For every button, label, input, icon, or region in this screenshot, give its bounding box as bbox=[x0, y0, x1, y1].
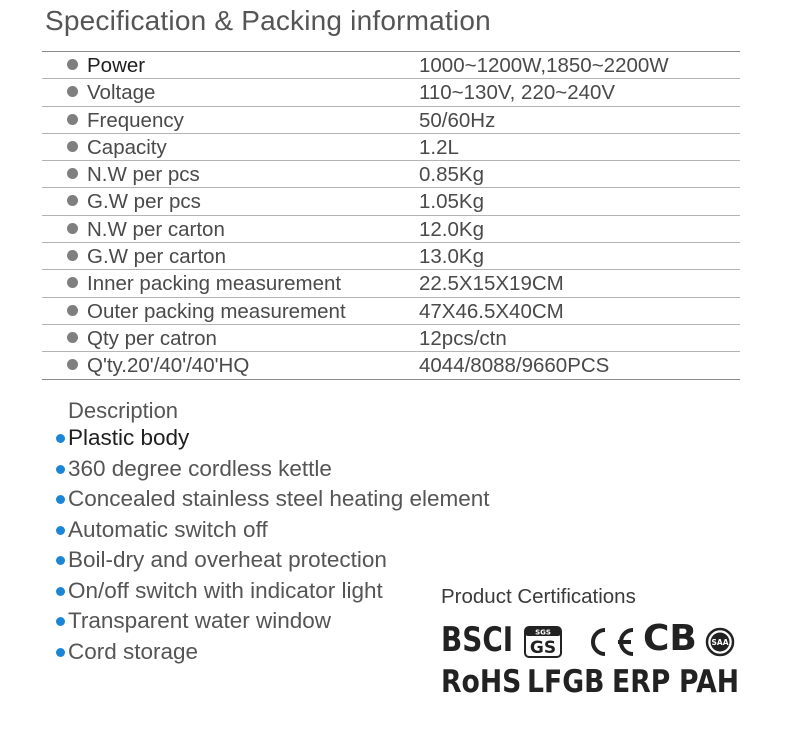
bullet-icon bbox=[67, 305, 78, 316]
spec-value: 47X46.5X40CM bbox=[419, 299, 564, 323]
spec-row-nw-per-pcs bbox=[42, 161, 740, 188]
page-title: Specification & Packing information bbox=[45, 5, 491, 36]
lfgb-logo: LFGB bbox=[527, 664, 605, 700]
spec-row-container-qty bbox=[42, 352, 740, 378]
bullet-icon bbox=[67, 114, 78, 125]
bullet-icon bbox=[56, 617, 65, 626]
bullet-icon bbox=[67, 250, 78, 261]
spec-row-frequency bbox=[42, 107, 740, 134]
list-item-label: Plastic body bbox=[68, 425, 190, 450]
bullet-icon bbox=[56, 465, 65, 474]
saa-mark-icon bbox=[705, 627, 735, 657]
bullet-icon bbox=[67, 359, 78, 370]
pah-logo: PAH bbox=[679, 664, 740, 700]
spec-value: 4044/8088/9660PCS bbox=[419, 354, 610, 378]
list-item-label: Cord storage bbox=[68, 638, 199, 664]
gs-text: GS bbox=[529, 638, 557, 658]
list-item-label: 360 degree cordless kettle bbox=[68, 455, 332, 481]
bullet-icon bbox=[67, 86, 78, 97]
spec-row-gw-per-pcs bbox=[42, 188, 740, 215]
spec-row-inner-packing bbox=[42, 270, 740, 297]
spec-label: N.W per carton bbox=[87, 217, 225, 241]
bullet-icon bbox=[56, 434, 65, 443]
description-heading: Description bbox=[68, 398, 179, 423]
spec-label: G.W per carton bbox=[87, 245, 226, 269]
list-item bbox=[54, 606, 490, 637]
list-item bbox=[54, 545, 490, 576]
spec-row-capacity bbox=[42, 134, 740, 161]
spec-value: 12.0Kg bbox=[419, 217, 484, 241]
list-item-label: Transparent water window bbox=[68, 608, 332, 633]
spec-value: 50/60Hz bbox=[419, 108, 496, 132]
bullet-icon bbox=[56, 556, 65, 565]
bullet-icon bbox=[67, 277, 78, 288]
spec-value: 1.05Kg bbox=[419, 190, 484, 214]
list-item bbox=[54, 637, 490, 668]
list-item bbox=[54, 515, 490, 546]
bullet-icon bbox=[56, 526, 65, 535]
spec-row-outer-packing bbox=[42, 298, 740, 325]
rohs-logo: RoHS bbox=[441, 664, 522, 700]
spec-label: Outer packing measurement bbox=[87, 299, 346, 323]
spec-row-gw-per-carton bbox=[42, 243, 740, 270]
list-item bbox=[54, 423, 490, 454]
spec-label: N.W per pcs bbox=[87, 163, 200, 187]
spec-label: Q'ty.20'/40'/40'HQ bbox=[87, 354, 250, 378]
erp-logo: ERP bbox=[612, 664, 671, 700]
list-item bbox=[54, 576, 490, 607]
bullet-icon bbox=[67, 168, 78, 179]
spec-value: 1.2L bbox=[419, 135, 459, 159]
ce-mark-icon bbox=[583, 626, 637, 658]
spec-label: Inner packing measurement bbox=[87, 272, 342, 296]
bullet-icon bbox=[56, 587, 65, 596]
spec-row-nw-per-carton bbox=[42, 216, 740, 243]
certifications-heading: Product Certifications bbox=[441, 585, 636, 608]
spec-value: 12pcs/ctn bbox=[419, 326, 507, 350]
spec-label: Qty per catron bbox=[87, 326, 217, 350]
spec-label: Capacity bbox=[87, 135, 167, 159]
list-item-label: Boil-dry and overheat protection bbox=[68, 547, 387, 572]
spec-table bbox=[42, 51, 740, 380]
spec-value: 0.85Kg bbox=[419, 163, 484, 187]
spec-value: 22.5X15X19CM bbox=[419, 272, 564, 296]
list-item bbox=[54, 484, 490, 515]
bullet-icon bbox=[67, 195, 78, 206]
spec-row-voltage bbox=[42, 79, 740, 106]
bullet-icon bbox=[56, 648, 65, 657]
gs-mark-icon bbox=[524, 626, 562, 658]
bullet-icon bbox=[56, 495, 65, 504]
spec-row-power bbox=[42, 52, 740, 79]
spec-value: 1000~1200W,1850~2200W bbox=[419, 54, 669, 77]
gs-top-text: SGS bbox=[535, 628, 551, 637]
spec-label: Frequency bbox=[87, 108, 184, 132]
list-item-label: Concealed stainless steel heating element bbox=[68, 486, 490, 511]
list-item-label: Automatic switch off bbox=[68, 516, 268, 542]
spec-label: Power bbox=[87, 54, 146, 77]
bullet-icon bbox=[67, 332, 78, 343]
bullet-icon bbox=[67, 223, 78, 234]
spec-value: 110~130V, 220~240V bbox=[419, 81, 616, 105]
list-item-label: On/off switch with indicator light bbox=[68, 577, 383, 603]
bsci-logo: BSCI bbox=[441, 620, 514, 660]
description-list bbox=[54, 423, 490, 667]
cb-logo: CB bbox=[643, 618, 697, 659]
spec-label: G.W per pcs bbox=[87, 190, 201, 214]
spec-row-qty-per-carton bbox=[42, 325, 740, 352]
bullet-icon bbox=[67, 59, 78, 70]
spec-label: Voltage bbox=[87, 81, 156, 105]
list-item bbox=[54, 454, 490, 485]
spec-value: 13.0Kg bbox=[419, 245, 484, 269]
bullet-icon bbox=[67, 141, 78, 152]
saa-text: SAA bbox=[711, 638, 729, 647]
